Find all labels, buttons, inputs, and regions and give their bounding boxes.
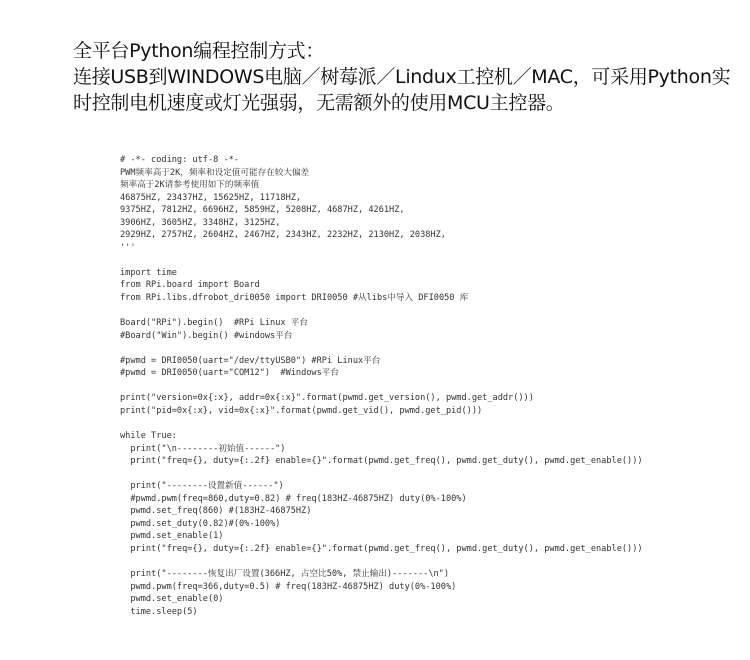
code-line: print("freq={}, duty={:.2f} enable={}".format(pwmd.get_freq(), pwmd.get_duty(), pwmd.get_enable())) [120,543,643,554]
code-line: 频率高于2K请参考使用如下的频率值 [120,180,260,191]
code-line: pwmd.set_duty(0.82)#(0%-100%) [120,518,281,529]
code-line: while True: [120,431,177,442]
headline [73,38,733,116]
code-line: pwmd.set_enable(1) [120,531,224,542]
code-line: print("version=0x{:x}, addr=0x{:x}".format(pwmd.get_version(), pwmd.get_addr())) [120,393,534,404]
code-block [120,154,700,618]
code-line: from RPi.libs.dfrobot_dri0050 import DRI0050 #从libs中导入 DFI0050 库 [120,293,469,304]
code-line: ''' [120,242,136,253]
code-line: print("pid=0x{:x}, vid=0x{:x}".format(pwmd.get_vid(), pwmd.get_pid())) [120,405,483,416]
code-line: 9375HZ, 7812HZ, 6696HZ, 5859HZ, 5208HZ, 4687HZ, 4261HZ, [120,205,405,216]
code-line: #pwmd = DRI0050(uart="COM12") #Windows平台 [120,368,339,379]
code-line: 2929HZ, 2757HZ, 2604HZ, 2467HZ, 2343HZ, 2232HZ, 2130HZ, 2038HZ, [120,230,446,241]
code-line: from RPi.board import Board [120,280,260,291]
code-line: pwmd.set_freq(860) #(183HZ-46875HZ) [120,506,312,517]
code-line: #Board("Win").begin() #windows平台 [120,330,293,341]
headline-line: 全平台Python编程控制方式： [73,40,325,62]
headline-line: 时控制电机速度或灯光强弱，无需额外的使用MCU主控器。 [73,92,565,114]
code-line: #pwmd = DRI0050(uart="/dev/ttyUSB0") #RPi Linux平台 [120,355,381,366]
code-line: PWM频率高于2K，频率和设定值可能存在较大偏差 [120,167,310,178]
code-line [120,468,700,481]
code-line [120,556,700,569]
code-line [120,417,700,430]
code-line [120,254,700,267]
code-line: print("--------恢复出厂设置(366HZ, 占空比50%, 禁止输出)-------\n") [120,569,450,580]
code-line: import time [120,267,177,278]
code-line: pwmd.set_enable(0) [120,594,224,605]
code-line: # -*- coding: utf-8 -*- [120,155,239,165]
code-line: print("--------设置新值------") [120,481,284,492]
code-line [120,305,700,318]
code-line: print("\n--------初始值------") [120,443,286,454]
code-line: 46875HZ, 23437HZ, 15625HZ, 11718HZ, [120,192,302,203]
code-line: #pwmd.pwm(freq=860,duty=0.82) # freq(183HZ-46875HZ) duty(0%-100%) [120,493,467,504]
code-line: 3906HZ, 3605HZ, 3348HZ, 3125HZ, [120,217,281,228]
headline-line: 连接USB到WINDOWS电脑／树莓派／Lindux工控机／MAC，可采用Python实 [73,66,731,88]
code-line: Board("RPi").begin() #RPi Linux 平台 [120,318,308,329]
code-line: pwmd.pwm(freq=366,duty=0.5) # freq(183HZ-46875HZ) duty(0%-100%) [120,581,457,592]
code-line [120,342,700,355]
code-line: time.sleep(5) [120,606,198,617]
code-line: print("freq={}, duty={:.2f} enable={}".format(pwmd.get_freq(), pwmd.get_duty(), pwmd.get_enable())) [120,456,643,467]
code-line [120,380,700,393]
